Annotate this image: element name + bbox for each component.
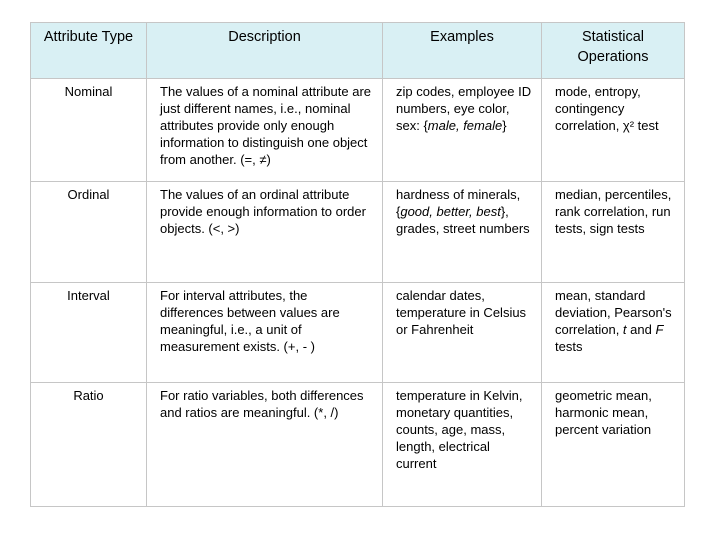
table-row-ordinal — [31, 182, 685, 283]
cell-type: Nominal — [31, 79, 147, 182]
cell-operations: geometric mean, harmonic mean, percent variation — [542, 383, 685, 507]
examples-italic-text: good, better, best — [400, 204, 501, 219]
cell-description: For ratio variables, both differences and ratios are meaningful. (*, /) — [147, 383, 383, 507]
header-examples: Examples — [383, 23, 542, 79]
table-row-nominal — [31, 79, 685, 182]
operations-text-end: tests — [555, 339, 583, 354]
cell-examples — [383, 182, 542, 283]
attribute-types-table — [30, 22, 685, 507]
examples-italic-text: male, female — [427, 118, 503, 133]
operations-and-text: and — [626, 322, 656, 337]
cell-examples: calendar dates, temperature in Celsius or Fahrenheit — [383, 283, 542, 383]
f-test-italic: F — [655, 322, 664, 337]
cell-type: Ratio — [31, 383, 147, 507]
t-test-italic: t — [622, 322, 627, 337]
cell-operations: median, percentiles, rank correlation, run tests, sign tests — [542, 182, 685, 283]
header-row — [31, 23, 685, 79]
cell-type: Ordinal — [31, 182, 147, 283]
cell-operations — [542, 283, 685, 383]
cell-examples: temperature in Kelvin, monetary quantities, counts, age, mass, length, electrical current — [383, 383, 542, 507]
cell-examples — [383, 79, 542, 182]
cell-type: Interval — [31, 283, 147, 383]
header-statistical-operations: Statistical Operations — [542, 23, 685, 79]
examples-text-end: }, grades, street numbers — [396, 204, 530, 236]
operations-text: mean, standard deviation, Pearson's correlation, — [555, 288, 672, 337]
operations-text: mode, entropy, contingency correlation, — [555, 84, 641, 133]
header-description: Description — [147, 23, 383, 79]
examples-text: zip codes, employee ID numbers, eye color, sex: { — [396, 84, 532, 133]
examples-text-end: } — [502, 118, 507, 133]
table-row-interval — [31, 283, 685, 383]
header-attribute-type: Attribute Type — [31, 23, 147, 79]
chi-square-text: χ² test — [622, 118, 659, 133]
cell-description: The values of a nominal attribute are just different names, i.e., nominal attributes provide only enough information to distinguish one object from another. (=, ≠) — [147, 79, 383, 182]
cell-operations — [542, 79, 685, 182]
examples-text: hardness of minerals, { — [396, 187, 521, 219]
cell-description: The values of an ordinal attribute provide enough information to order objects. (<, >) — [147, 182, 383, 283]
table-row-ratio — [31, 383, 685, 507]
cell-description: For interval attributes, the differences between values are meaningful, i.e., a unit of measurement exists. (+, - ) — [147, 283, 383, 383]
